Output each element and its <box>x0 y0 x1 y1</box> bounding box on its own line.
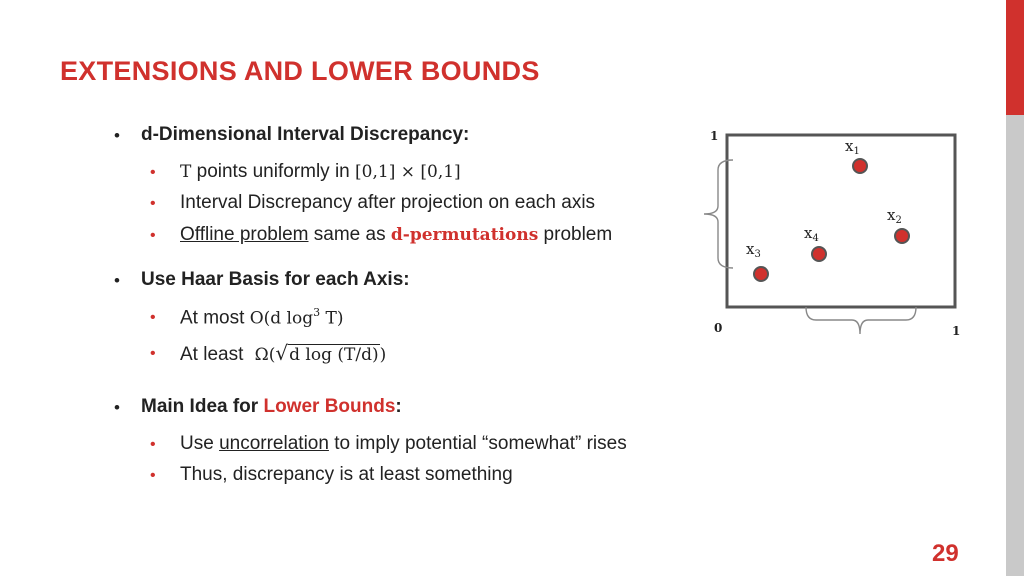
bullet-marker: • <box>114 398 120 417</box>
unit-square-diagram <box>700 118 980 348</box>
bullet-3-heading: Main Idea for Lower Bounds: <box>141 396 402 417</box>
bullet-2-item-2: At least Ω(√d log (T/d)) <box>180 341 387 365</box>
bullet-2-heading: Use Haar Basis for each Axis: <box>141 269 410 290</box>
axis-label-right: 1 <box>952 324 961 338</box>
bullet-1-heading: d-Dimensional Interval Discrepancy: <box>141 124 470 145</box>
bullet-3-item-1: Use uncorrelation to imply potential “somewhat” rises <box>180 433 627 454</box>
axis-label-origin: 0 <box>714 321 723 335</box>
page-number: 29 <box>932 540 959 567</box>
sub-bullet-marker: • <box>150 436 156 453</box>
sub-bullet-marker: • <box>150 467 156 484</box>
bullet-1-item-2: Interval Discrepancy after projection on each axis <box>180 192 596 213</box>
sub-bullet-marker: • <box>150 345 156 362</box>
point-x1 <box>853 159 867 173</box>
right-bar-accent <box>1006 0 1024 115</box>
bullet-marker: • <box>114 126 120 145</box>
sub-bullet-marker: • <box>150 164 156 181</box>
point-x4 <box>812 247 826 261</box>
label-x3: $x_3$ <box>746 240 761 260</box>
bullet-1-item-3: Offline problem same as d-permutations problem <box>180 224 613 245</box>
sub-bullet-marker: • <box>150 227 156 244</box>
sub-bullet-marker: • <box>150 309 156 326</box>
point-x2 <box>895 229 909 243</box>
label-x2: $x_2$ <box>887 206 902 226</box>
point-x3 <box>754 267 768 281</box>
sqrt-sign: √ <box>275 341 289 365</box>
bullet-3-item-2: Thus, discrepancy is at least something <box>180 464 513 485</box>
right-side-bar <box>1006 0 1024 576</box>
sub-bullet-marker: • <box>150 195 156 212</box>
slide-title: EXTENSIONS AND LOWER BOUNDS <box>60 56 540 86</box>
bullet-1-item-1: T points uniformly in [0,1] × [0,1] <box>180 161 461 182</box>
label-x1: $x_1$ <box>845 137 860 157</box>
bullet-marker: • <box>114 271 120 290</box>
horizontal-brace <box>806 307 916 334</box>
axis-label-top: 1 <box>710 129 719 143</box>
bullet-2-item-1: At most O(d $\log^3 T$) <box>180 306 344 329</box>
label-x4: $x_4$ <box>804 224 819 244</box>
